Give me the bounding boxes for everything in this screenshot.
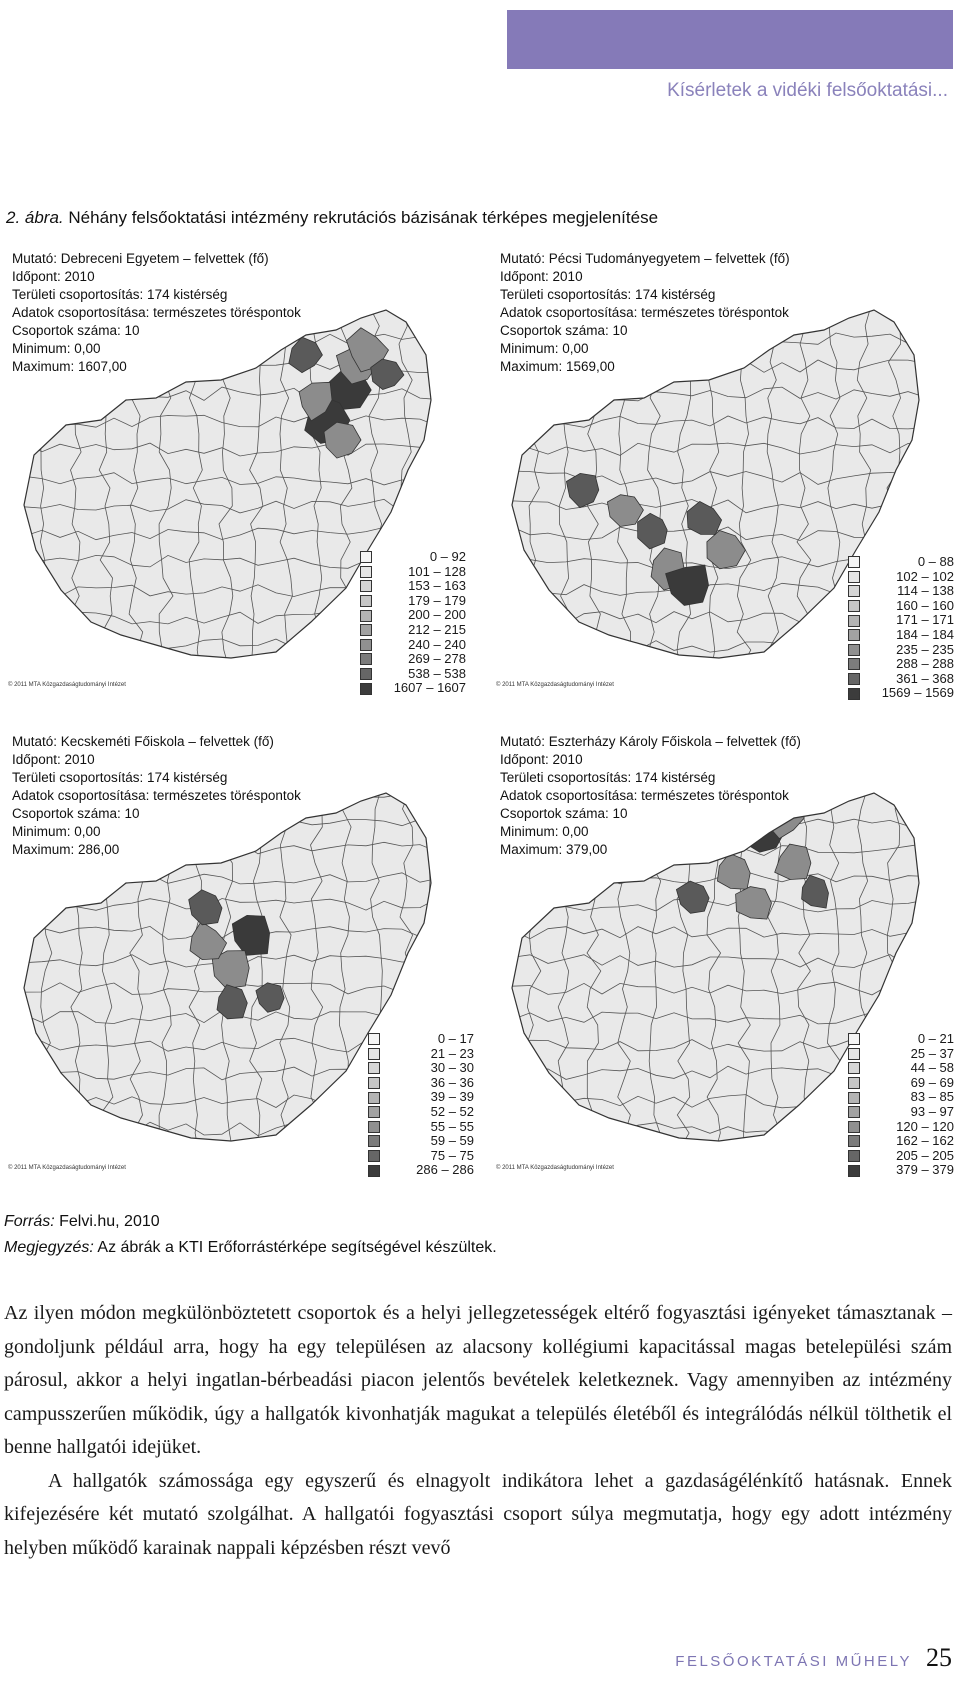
legend-row: [848, 1090, 958, 1105]
meta-time: Időpont: 2010: [12, 269, 95, 284]
legend-range: 379 – 379: [896, 1162, 954, 1178]
legend-row: [848, 1149, 958, 1164]
legend-swatch: [360, 580, 372, 592]
meta-maximum: Maximum: 379,00: [500, 842, 608, 857]
legend-swatch: [848, 673, 860, 685]
meta-group-count: Csoportok száma: 10: [500, 323, 628, 338]
meta-time: Időpont: 2010: [500, 752, 583, 767]
legend-swatch: [360, 595, 372, 607]
legend-row: [848, 1032, 958, 1047]
page-number: 25: [926, 1643, 952, 1672]
meta-group-count: Csoportok száma: 10: [500, 806, 628, 821]
legend-row: [360, 550, 470, 565]
meta-maximum: Maximum: 286,00: [12, 842, 120, 857]
meta-time: Időpont: 2010: [500, 269, 583, 284]
legend-row: [848, 1047, 958, 1062]
legend-range: 75 – 75: [430, 1147, 474, 1163]
legend-row: [848, 584, 958, 599]
legend-range: 184 – 184: [896, 626, 954, 642]
legend-row: [360, 608, 470, 623]
legend-swatch: [368, 1033, 380, 1045]
journal-name: FELSŐOKTATÁSI MŰHELY: [675, 1653, 912, 1670]
paragraph-1: Az ilyen módon megkülönböztetett csoportok és a helyi jellegzetességek eltérő fogyasztási igényeket támasztanak – gondoljunk például arra, hogy ha egy településen az alacsony kollégiumi kapacitással magas betelepülési szám párosul, akkor a helyi ingatlan-bérbeadási piacon jelentős bevételek keletkeznek. Vagy amennyiben az intézmény campusszerűen működik, úgy a hallgatók kivonhatják magukat a település életéből és integrálódás nélkül tölthetik el benne hallgatói idejüket.: [4, 1302, 952, 1458]
meta-group-count: Csoportok száma: 10: [12, 806, 140, 821]
legend-swatch: [368, 1092, 380, 1104]
running-head: Kísérletek a vidéki felsőoktatási...: [667, 80, 948, 101]
legend-range: 286 – 286: [416, 1162, 474, 1178]
legend-row: [848, 1120, 958, 1135]
legend-range: 1569 – 1569: [881, 685, 954, 701]
legend-row: [360, 594, 470, 609]
legend-range: 102 – 102: [896, 568, 954, 584]
figure-title: Néhány felsőoktatási intézmény rekrutációs bázisának térképes megjelenítése: [68, 208, 659, 227]
legend-row: [368, 1032, 478, 1047]
legend-range: 69 – 69: [910, 1074, 954, 1090]
legend-row: [360, 667, 470, 682]
legend-swatch: [360, 551, 372, 563]
legend-range: 0 – 21: [917, 1031, 954, 1046]
legend-row: [368, 1149, 478, 1164]
meta-data-grouping: Adatok csoportosítása: természetes töréspontok: [500, 788, 789, 803]
figure-caption: [6, 208, 658, 228]
meta-indicator: Mutató: Pécsi Tudományegyetem – felvettek (fő): [500, 251, 790, 266]
legend-swatch: [848, 658, 860, 670]
meta-data-grouping: Adatok csoportosítása: természetes töréspontok: [500, 305, 789, 320]
legend-row: [360, 652, 470, 667]
body-text: [4, 1297, 952, 1565]
legend-swatch: [360, 624, 372, 636]
legend-swatch: [360, 653, 372, 665]
legend-swatch: [848, 571, 860, 583]
legend-row: [848, 570, 958, 585]
meta-group-count: Csoportok száma: 10: [12, 323, 140, 338]
legend-swatch: [368, 1150, 380, 1162]
legend-row: [848, 686, 958, 701]
legend-row: [848, 628, 958, 643]
legend-range: 269 – 278: [408, 651, 466, 667]
legend-range: 114 – 138: [897, 583, 954, 599]
source-line: [4, 1209, 497, 1235]
note-line: [4, 1235, 497, 1261]
legend-range: 25 – 37: [910, 1045, 954, 1061]
meta-data-grouping: Adatok csoportosítása: természetes töréspontok: [12, 305, 301, 320]
legend-row: [360, 623, 470, 638]
legend-range: 171 – 171: [896, 612, 954, 628]
meta-grouping: Területi csoportosítás: 174 kistérség: [500, 770, 716, 785]
legend-range: 0 – 92: [429, 549, 466, 564]
source-block: [4, 1209, 497, 1261]
legend-row: [368, 1163, 478, 1178]
legend-swatch: [368, 1165, 380, 1177]
meta-grouping: Területi csoportosítás: 174 kistérség: [500, 287, 716, 302]
legend-row: [848, 1061, 958, 1076]
legend-range: 538 – 538: [408, 665, 466, 681]
meta-time: Időpont: 2010: [12, 752, 95, 767]
map-legend-debrecen: [360, 550, 470, 696]
legend-range: 36 – 36: [430, 1074, 474, 1090]
map-legend-eger: [848, 1032, 958, 1178]
copyright-note: © 2011 MTA Közgazdaságtudományi Intézet: [496, 1165, 614, 1171]
legend-range: 44 – 58: [910, 1060, 954, 1076]
legend-row: [848, 1076, 958, 1091]
map-panel-pecs: [494, 250, 960, 720]
map-meta-pecs: [500, 250, 920, 376]
legend-row: [368, 1134, 478, 1149]
legend-swatch: [360, 610, 372, 622]
legend-swatch: [848, 1033, 860, 1045]
legend-swatch: [360, 566, 372, 578]
legend-row: [360, 681, 470, 696]
legend-range: 83 – 85: [910, 1089, 954, 1105]
meta-indicator: Mutató: Eszterházy Károly Főiskola – felvettek (fő): [500, 734, 801, 749]
legend-swatch: [848, 629, 860, 641]
legend-row: [360, 579, 470, 594]
legend-range: 179 – 179: [408, 592, 466, 608]
meta-minimum: Minimum: 0,00: [12, 824, 101, 839]
copyright-note: © 2011 MTA Közgazdaságtudományi Intézet: [8, 1165, 126, 1171]
legend-swatch: [360, 668, 372, 680]
meta-indicator: Mutató: Debreceni Egyetem – felvettek (fő): [12, 251, 269, 266]
legend-swatch: [848, 615, 860, 627]
source-text: Felvi.hu, 2010: [59, 1213, 160, 1230]
legend-swatch: [848, 644, 860, 656]
note-text: Az ábrák a KTI Erőforrástérképe segítségével készültek.: [97, 1239, 497, 1256]
legend-swatch: [368, 1135, 380, 1147]
legend-row: [368, 1061, 478, 1076]
meta-minimum: Minimum: 0,00: [12, 341, 101, 356]
legend-row: [848, 555, 958, 570]
legend-swatch: [368, 1062, 380, 1074]
legend-swatch: [848, 1106, 860, 1118]
legend-row: [360, 565, 470, 580]
legend-range: 101 – 128: [408, 563, 466, 579]
legend-swatch: [848, 688, 860, 700]
note-label: Megjegyzés:: [4, 1239, 94, 1256]
legend-swatch: [360, 683, 372, 695]
legend-range: 1607 – 1607: [393, 680, 466, 696]
legend-swatch: [368, 1077, 380, 1089]
map-legend-pecs: [848, 555, 958, 701]
legend-row: [368, 1076, 478, 1091]
meta-minimum: Minimum: 0,00: [500, 341, 589, 356]
legend-row: [368, 1105, 478, 1120]
legend-row: [848, 1105, 958, 1120]
copyright-note: © 2011 MTA Közgazdaságtudományi Intézet: [496, 682, 614, 688]
legend-swatch: [368, 1106, 380, 1118]
legend-swatch: [848, 1150, 860, 1162]
legend-swatch: [360, 639, 372, 651]
legend-row: [848, 613, 958, 628]
legend-swatch: [848, 1121, 860, 1133]
legend-range: 39 – 39: [430, 1089, 474, 1105]
legend-swatch: [848, 1048, 860, 1060]
meta-grouping: Területi csoportosítás: 174 kistérség: [12, 287, 228, 302]
meta-maximum: Maximum: 1607,00: [12, 359, 127, 374]
legend-range: 240 – 240: [408, 636, 466, 652]
legend-range: 55 – 55: [430, 1118, 474, 1134]
legend-swatch: [848, 600, 860, 612]
legend-swatch: [848, 556, 860, 568]
map-meta-kecskemet: [12, 733, 432, 859]
legend-swatch: [368, 1121, 380, 1133]
legend-row: [848, 672, 958, 687]
meta-indicator: Mutató: Kecskeméti Főiskola – felvettek (fő): [12, 734, 274, 749]
legend-range: 153 – 163: [408, 578, 466, 594]
map-legend-kecskemet: [368, 1032, 478, 1178]
legend-row: [848, 1163, 958, 1178]
meta-maximum: Maximum: 1569,00: [500, 359, 615, 374]
legend-range: 361 – 368: [896, 670, 954, 686]
legend-range: 200 – 200: [408, 607, 466, 623]
legend-swatch: [848, 585, 860, 597]
legend-row: [848, 1134, 958, 1149]
map-meta-debrecen: [12, 250, 432, 376]
copyright-note: © 2011 MTA Közgazdaságtudományi Intézet: [8, 682, 126, 688]
legend-range: 162 – 162: [896, 1133, 954, 1149]
legend-row: [368, 1090, 478, 1105]
paragraph-2: A hallgatók számossága egy egyszerű és elnagyolt indikátora lehet a gazdaságélénkítő hatásnak. Ennek kifejezésére két mutató szolgálhat. A hallgatói fogyasztási csoport súlya megmutatja, hogy egy adott intézmény helyben működő karainak nappali képzésben részt vevő: [4, 1469, 952, 1559]
legend-swatch: [848, 1092, 860, 1104]
legend-swatch: [848, 1165, 860, 1177]
meta-minimum: Minimum: 0,00: [500, 824, 589, 839]
map-meta-eger: [500, 733, 920, 859]
legend-row: [368, 1047, 478, 1062]
legend-row: [848, 643, 958, 658]
legend-row: [848, 657, 958, 672]
legend-range: 30 – 30: [430, 1060, 474, 1076]
meta-grouping: Területi csoportosítás: 174 kistérség: [12, 770, 228, 785]
legend-row: [360, 638, 470, 653]
legend-range: 52 – 52: [430, 1103, 474, 1119]
source-label: Forrás:: [4, 1213, 55, 1230]
map-panel-kecskemet: [6, 733, 476, 1203]
legend-range: 59 – 59: [430, 1133, 474, 1149]
legend-range: 205 – 205: [896, 1147, 954, 1163]
map-panel-eger: [494, 733, 960, 1203]
legend-range: 0 – 88: [917, 554, 954, 569]
figure-label: 2. ábra.: [6, 208, 64, 227]
legend-swatch: [848, 1135, 860, 1147]
legend-range: 160 – 160: [896, 597, 954, 613]
legend-range: 212 – 215: [408, 621, 466, 637]
meta-data-grouping: Adatok csoportosítása: természetes töréspontok: [12, 788, 301, 803]
legend-swatch: [848, 1077, 860, 1089]
header-color-band: [507, 10, 953, 69]
legend-range: 21 – 23: [430, 1045, 474, 1061]
legend-range: 120 – 120: [896, 1118, 954, 1134]
page-footer: [675, 1643, 952, 1673]
legend-range: 288 – 288: [896, 656, 954, 672]
legend-range: 0 – 17: [437, 1031, 474, 1046]
legend-swatch: [848, 1062, 860, 1074]
legend-row: [848, 599, 958, 614]
legend-range: 93 – 97: [910, 1103, 954, 1119]
legend-range: 235 – 235: [896, 641, 954, 657]
map-panel-debrecen: [6, 250, 476, 720]
legend-row: [368, 1120, 478, 1135]
legend-swatch: [368, 1048, 380, 1060]
